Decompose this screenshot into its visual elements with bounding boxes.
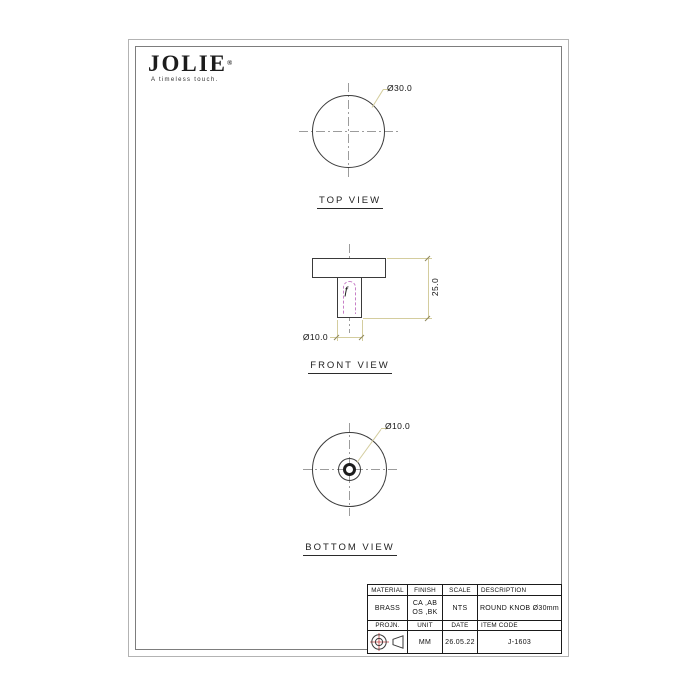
material-value: BRASS bbox=[368, 596, 408, 621]
thread-symbol: ƒ bbox=[343, 285, 350, 297]
finish-header: FINISH bbox=[408, 585, 443, 596]
material-header: MATERIAL bbox=[368, 585, 408, 596]
unit-value: MM bbox=[408, 631, 443, 653]
finish-value bbox=[408, 596, 443, 621]
brand-name: JOLIE bbox=[148, 51, 228, 76]
item-code-header: ITEM CODE bbox=[478, 621, 561, 631]
title-block-table bbox=[367, 584, 562, 654]
front-view-label: FRONT VIEW bbox=[308, 360, 391, 374]
front-view-stem-diameter-dimension: Ø10.0 bbox=[302, 332, 328, 342]
top-view-knob-circle bbox=[312, 95, 385, 168]
item-code-value: J-1603 bbox=[507, 638, 532, 646]
bottom-view-hole-diameter-dimension: Ø10.0 bbox=[385, 421, 411, 431]
projection-symbol-cell bbox=[368, 631, 408, 653]
top-view-diameter-dimension: Ø30.0 bbox=[387, 83, 413, 93]
date-value: 26.05.22 bbox=[443, 631, 478, 653]
brand-tagline: A timeless touch. bbox=[151, 77, 219, 83]
description-header: DESCRIPTION bbox=[478, 585, 561, 596]
top-view-label: TOP VIEW bbox=[317, 195, 383, 209]
front-view-extension-line-bottom bbox=[363, 318, 432, 319]
front-view-knob-head bbox=[312, 258, 386, 278]
finish-line-2: OS ,BK bbox=[412, 609, 438, 616]
registered-trademark-icon: ® bbox=[227, 59, 233, 67]
finish-line-1: CA ,AB bbox=[412, 599, 438, 607]
bottom-view-thread-hole bbox=[343, 463, 356, 476]
first-angle-projection-icon bbox=[370, 632, 406, 652]
scale-value: NTS bbox=[443, 596, 478, 621]
date-header: DATE bbox=[443, 621, 478, 631]
bottom-view-label: BOTTOM VIEW bbox=[303, 542, 396, 556]
front-view-dimension-line-height bbox=[428, 258, 429, 319]
brand-logo bbox=[148, 52, 232, 83]
description-value: ROUND KNOB Ø30mm bbox=[478, 596, 561, 621]
projection-header: PROJN. bbox=[368, 621, 408, 631]
unit-header: UNIT bbox=[408, 621, 443, 631]
scale-header: SCALE bbox=[443, 585, 478, 596]
front-view-height-dimension: 25.0 bbox=[430, 277, 440, 297]
